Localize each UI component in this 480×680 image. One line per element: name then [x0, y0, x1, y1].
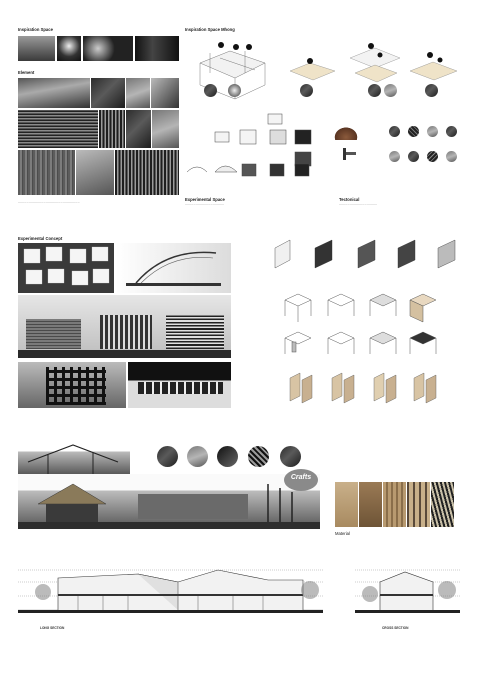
experimental-space-caption: ····································· — [185, 203, 225, 207]
tectonical-soil-pile — [333, 126, 359, 140]
long-section-drawing — [18, 560, 328, 638]
tectonical-circle-2 — [408, 126, 419, 137]
concept-photo-material-panels — [18, 295, 231, 358]
experimental-space-models — [185, 112, 325, 192]
mhong-circle-photo-4 — [368, 84, 381, 97]
tectonical-caption: ···································· — [339, 203, 378, 207]
inspiration-space-mhong-title: Inspiration Space Mhong — [185, 27, 235, 32]
element-photo-1 — [18, 78, 90, 108]
tectonical-circle-8 — [446, 151, 457, 162]
tectonical-joint-model — [340, 145, 360, 165]
crafts-circle-photo-5 — [280, 446, 301, 467]
crafts-circle-photo-3 — [217, 446, 238, 467]
element-photo-9 — [18, 150, 75, 195]
mhong-circle-photo-5 — [384, 84, 397, 97]
concept-photo-curved-model — [116, 243, 231, 293]
material-swatch-1 — [335, 482, 358, 527]
material-swatch-2 — [359, 482, 382, 527]
mhong-circle-photo-2 — [228, 84, 241, 97]
element-photo-3 — [126, 78, 150, 108]
element-photo-2 — [91, 78, 125, 108]
concept-photo-block-stack — [128, 362, 231, 408]
tectonical-circle-3 — [427, 126, 438, 137]
crafts-circle-photo-1 — [157, 446, 178, 467]
tectonical-title: Tectonical — [339, 197, 360, 202]
inspiration-space-title: Inspiration Space — [18, 27, 53, 32]
element-photo-11 — [115, 150, 179, 195]
element-photo-4 — [151, 78, 179, 108]
inspiration-photo-3 — [83, 36, 133, 61]
experimental-concept-title: Experimental Concept — [18, 236, 63, 241]
material-title: Material — [335, 531, 350, 536]
crafts-label: Crafts — [290, 474, 312, 481]
element-photo-10 — [76, 150, 114, 195]
concept-photo-models-on-table — [18, 243, 114, 293]
tectonical-circle-6 — [408, 151, 419, 162]
inspiration-photo-1 — [18, 36, 55, 61]
inspiration-photo-4 — [135, 36, 179, 61]
element-photo-7 — [126, 110, 151, 148]
crafts-circle-photo-2 — [187, 446, 208, 467]
inspiration-photo-2 — [57, 36, 81, 61]
tectonical-circle-5 — [389, 151, 400, 162]
material-swatch-4 — [407, 482, 430, 527]
tectonical-circle-4 — [446, 126, 457, 137]
material-swatch-3 — [383, 482, 406, 527]
tectonical-circle-1 — [389, 126, 400, 137]
experimental-space-title: Experimental Space — [185, 197, 225, 202]
tectonical-circle-7 — [427, 151, 438, 162]
cross-section-drawing — [355, 560, 465, 638]
element-photo-5 — [18, 110, 98, 148]
cross-section-label: CROSS SECTION — [382, 626, 409, 630]
concept-photo-weave-grid — [18, 362, 126, 408]
element-title: Element — [18, 70, 35, 75]
mhong-circle-photo-1 — [204, 84, 217, 97]
experimental-concept-isometric-grid — [270, 238, 470, 413]
element-caption: ·························································· — [18, 201, 80, 205]
crafts-photo-roof-structure — [18, 437, 130, 479]
element-photo-8 — [152, 110, 179, 148]
crafts-photo-village-panorama — [18, 474, 320, 529]
crafts-circle-photo-4 — [248, 446, 269, 467]
mhong-circle-photo-3 — [300, 84, 313, 97]
element-photo-6 — [99, 110, 125, 148]
crafts-speech-bubble — [284, 469, 318, 491]
material-swatch-5 — [431, 482, 454, 527]
mhong-circle-photo-6 — [425, 84, 438, 97]
long-section-label: LONG SECTION — [40, 626, 65, 630]
